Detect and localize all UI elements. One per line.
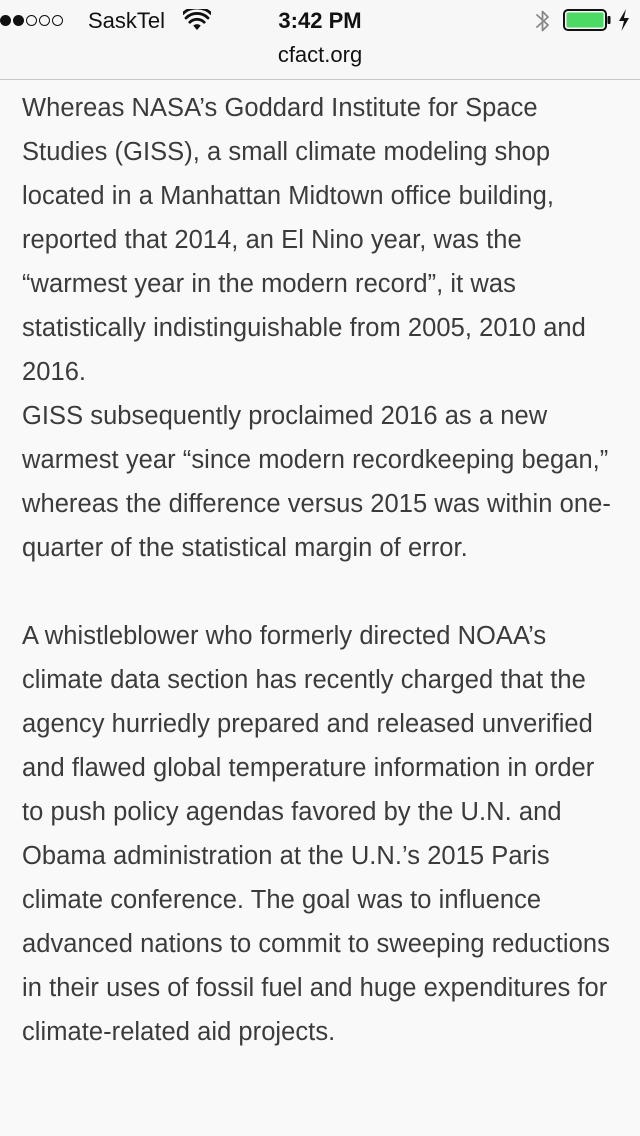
url-text[interactable]: cfact.org (277, 42, 363, 67)
status-time: 3:42 PM (278, 8, 362, 33)
status-bar (0, 0, 640, 40)
article-paragraph: Whereas NASA’s Goddard Institute for Space Studies (GISS), a small climate modeling shop located in a Manhattan Midtown office building, reported that 2014, an El Nino year, was the “warmest year in the modern record”, it was statistically indistinguishable from 2005, 2010 and 2016. (22, 94, 586, 386)
article-body (22, 86, 622, 1054)
charging-icon (617, 8, 631, 32)
bluetooth-icon (534, 8, 552, 34)
battery-icon (563, 9, 611, 31)
article-paragraph: A whistleblower who formerly directed NOAA’s climate data section has recently charged that the agency hurriedly prepared and released unverified and flawed global temperature information in order to push policy agendas favored by the U.N. and Obama administration at the U.N.’s 2015 Paris climate conference. The goal was to influence advanced nations to commit to sweeping reductions in their uses of fossil fuel and huge expenditures for climate-related aid projects. (22, 622, 610, 1046)
browser-url-bar[interactable] (0, 40, 640, 80)
carrier-name: SaskTel (88, 8, 166, 33)
article-paragraph: GISS subsequently proclaimed 2016 as a new warmest year “since modern recordkeeping began,” whereas the difference versus 2015 was within one-quarter of the statistical margin of error. (22, 402, 611, 562)
